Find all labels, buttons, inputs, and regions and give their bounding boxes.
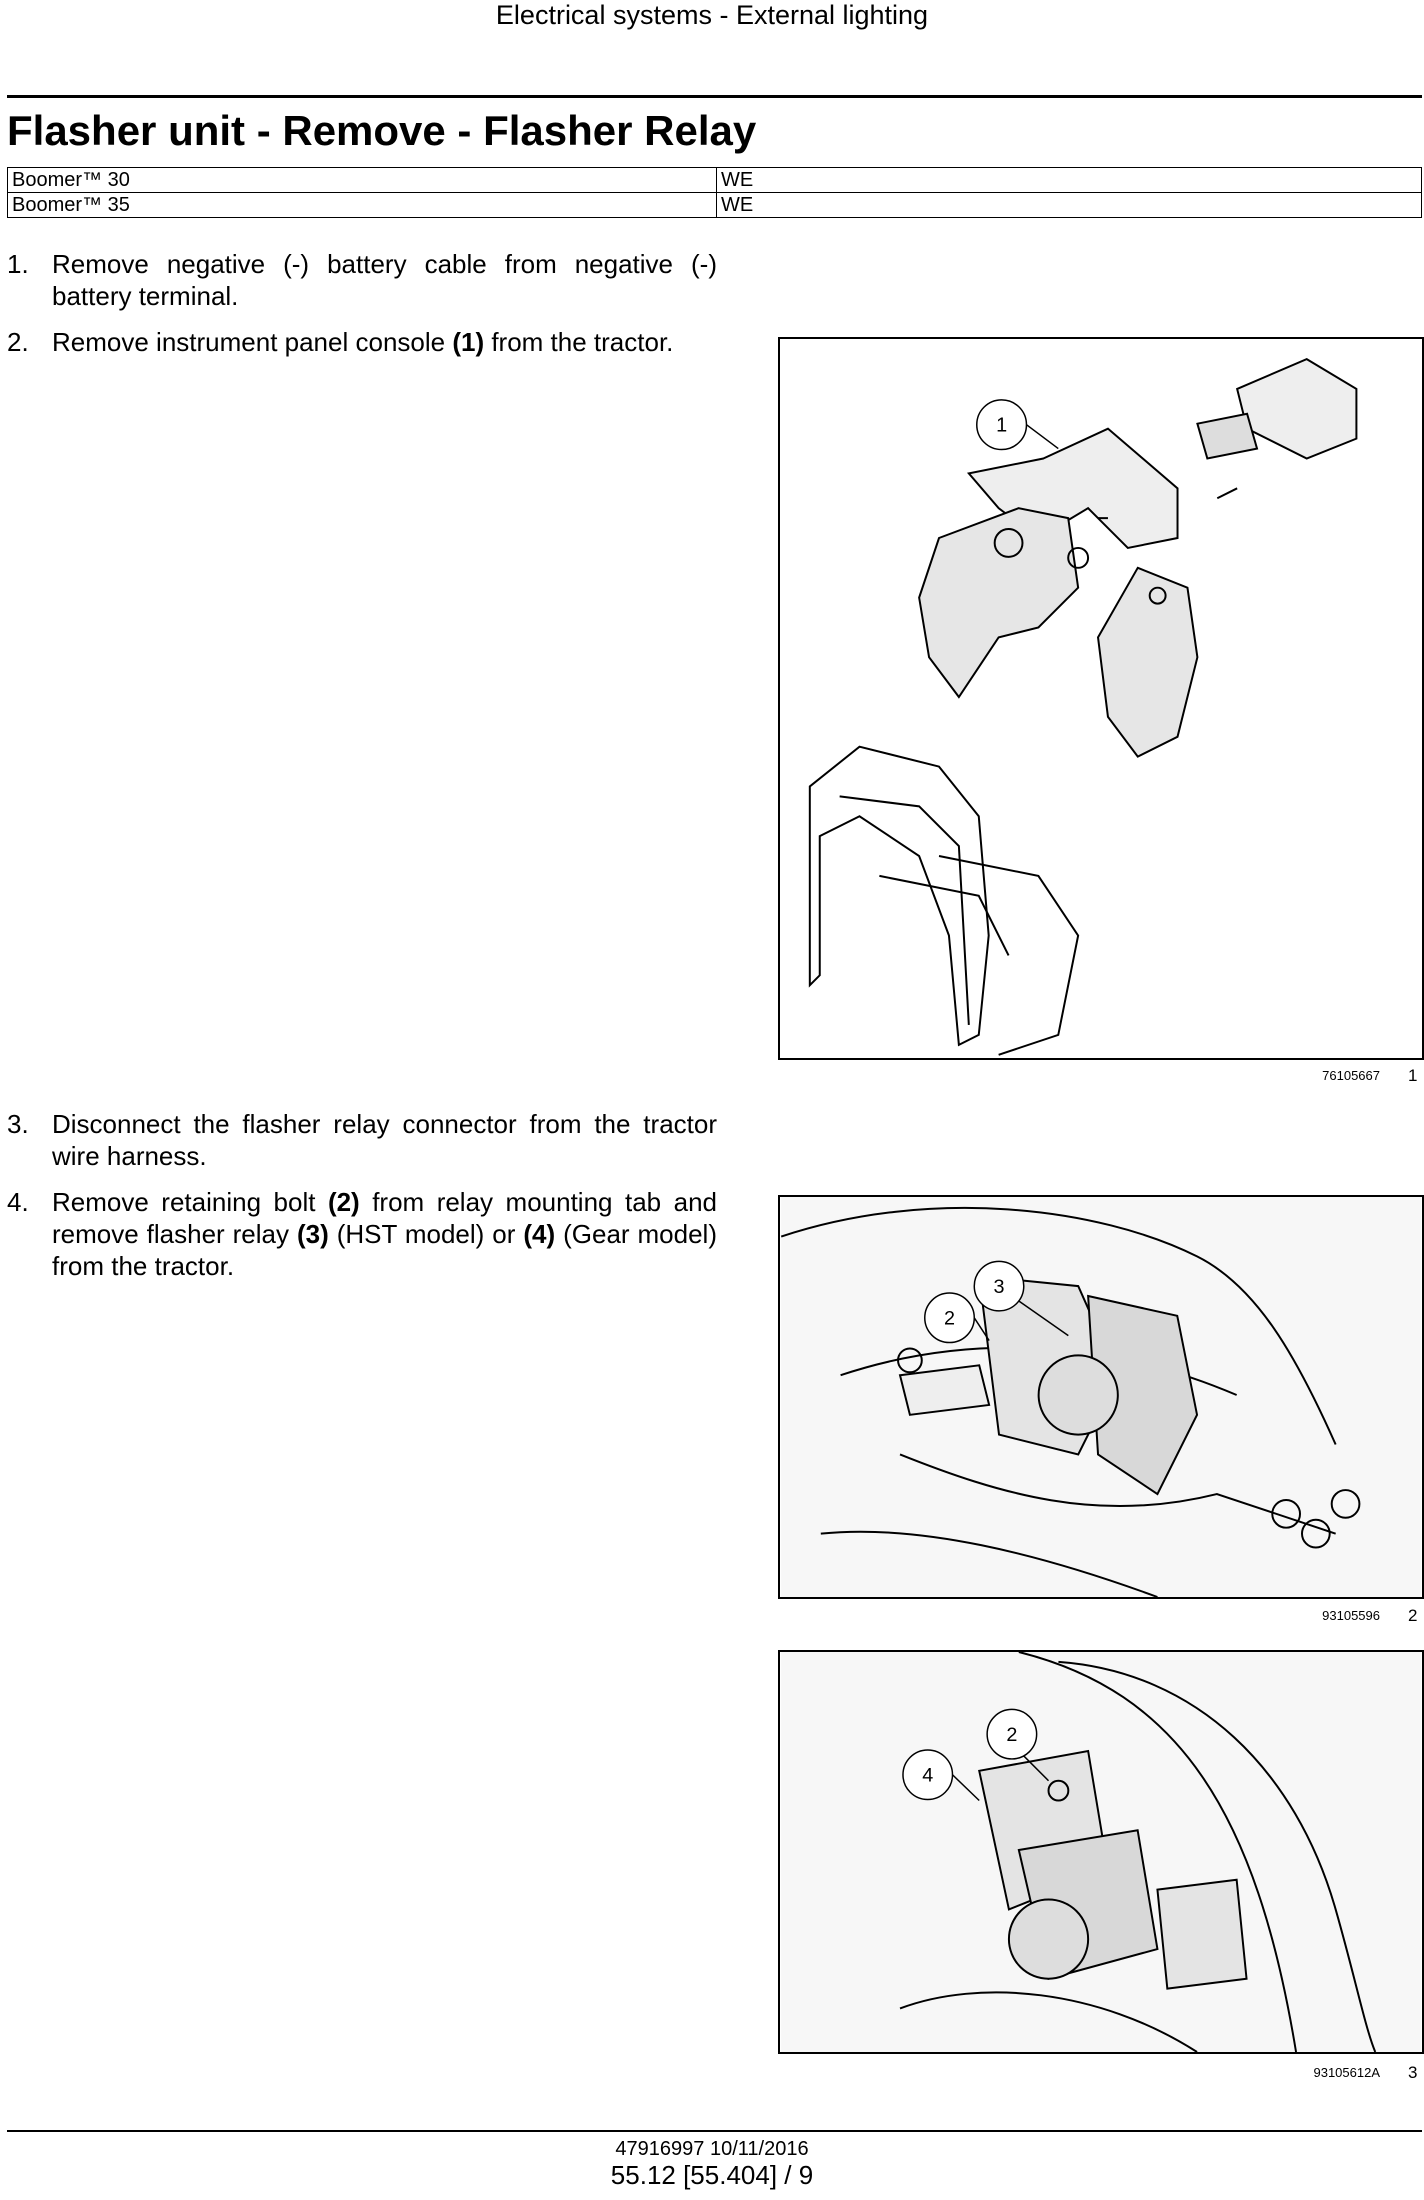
step-number: 3. [7, 1109, 29, 1139]
steps-list-b [7, 1108, 717, 1282]
model-region: WE [717, 193, 1422, 218]
svg-text:2: 2 [1006, 1724, 1018, 1747]
figure-3-relay-photo [778, 1650, 1424, 2054]
step-item [7, 326, 717, 358]
svg-text:2: 2 [944, 1307, 956, 1330]
step-ref: (2) [327, 1187, 360, 1217]
svg-text:4: 4 [922, 1764, 934, 1787]
figure-number: 1 [1408, 1066, 1418, 1085]
model-table [7, 167, 1422, 218]
table-row [8, 168, 1422, 193]
figure-2-relay-photo [778, 1195, 1424, 1599]
figure-1-console-drawing [778, 337, 1424, 1060]
step-number: 4. [7, 1187, 29, 1217]
step-text-mid: from relay mounting tab and remove flasher relay [52, 1187, 717, 1249]
step-text-mid: (HST model) or [328, 1219, 524, 1249]
hst-relay-illustration [780, 1197, 1422, 1597]
step-ref: (3) [296, 1219, 329, 1249]
model-region: WE [717, 168, 1422, 193]
step-item [7, 1186, 717, 1282]
model-name: Boomer™ 30 [8, 168, 717, 193]
figure-id: 93105612A [1313, 2065, 1380, 2080]
gear-relay-illustration [780, 1652, 1422, 2052]
figure-number: 2 [1408, 1606, 1418, 1625]
step-ref: (4) [523, 1219, 556, 1249]
footer-doc-info: 47916997 10/11/2016 [615, 2138, 809, 2160]
model-name: Boomer™ 35 [8, 193, 717, 218]
table-row [8, 193, 1422, 218]
header-rule [7, 95, 1422, 98]
step-text-pre: Remove retaining bolt [52, 1187, 328, 1217]
exploded-console-illustration [780, 339, 1422, 1058]
page-title: Flasher unit - Remove - Flasher Relay [7, 107, 757, 154]
step-item [7, 1108, 717, 1172]
step-ref: (1) [452, 327, 485, 357]
step-text-pre: Remove instrument panel console [52, 327, 453, 357]
figure-id: 93105596 [1322, 1608, 1380, 1623]
step-text: Remove negative (-) battery cable from negative (-) battery terminal. [52, 249, 717, 311]
figure-id: 76105667 [1322, 1068, 1380, 1083]
svg-text:1: 1 [996, 414, 1008, 437]
step-item [7, 248, 717, 312]
step-text-post: from the tractor. [484, 327, 674, 357]
callout-1 [977, 400, 1058, 450]
figure-number: 3 [1408, 2063, 1418, 2082]
step-text: Disconnect the flasher relay connector from the tractor wire harness. [52, 1109, 717, 1171]
step-number: 1. [7, 249, 29, 279]
running-header: Electrical systems - External lighting [495, 0, 929, 30]
footer-page-number: 55.12 [55.404] / 9 [610, 2160, 814, 2190]
footer-rule [7, 2130, 1422, 2132]
svg-text:3: 3 [993, 1276, 1005, 1299]
step-number: 2. [7, 327, 29, 357]
steps-list-a [7, 248, 717, 358]
step-text-post: (Gear model) from the tractor. [52, 1219, 717, 1281]
